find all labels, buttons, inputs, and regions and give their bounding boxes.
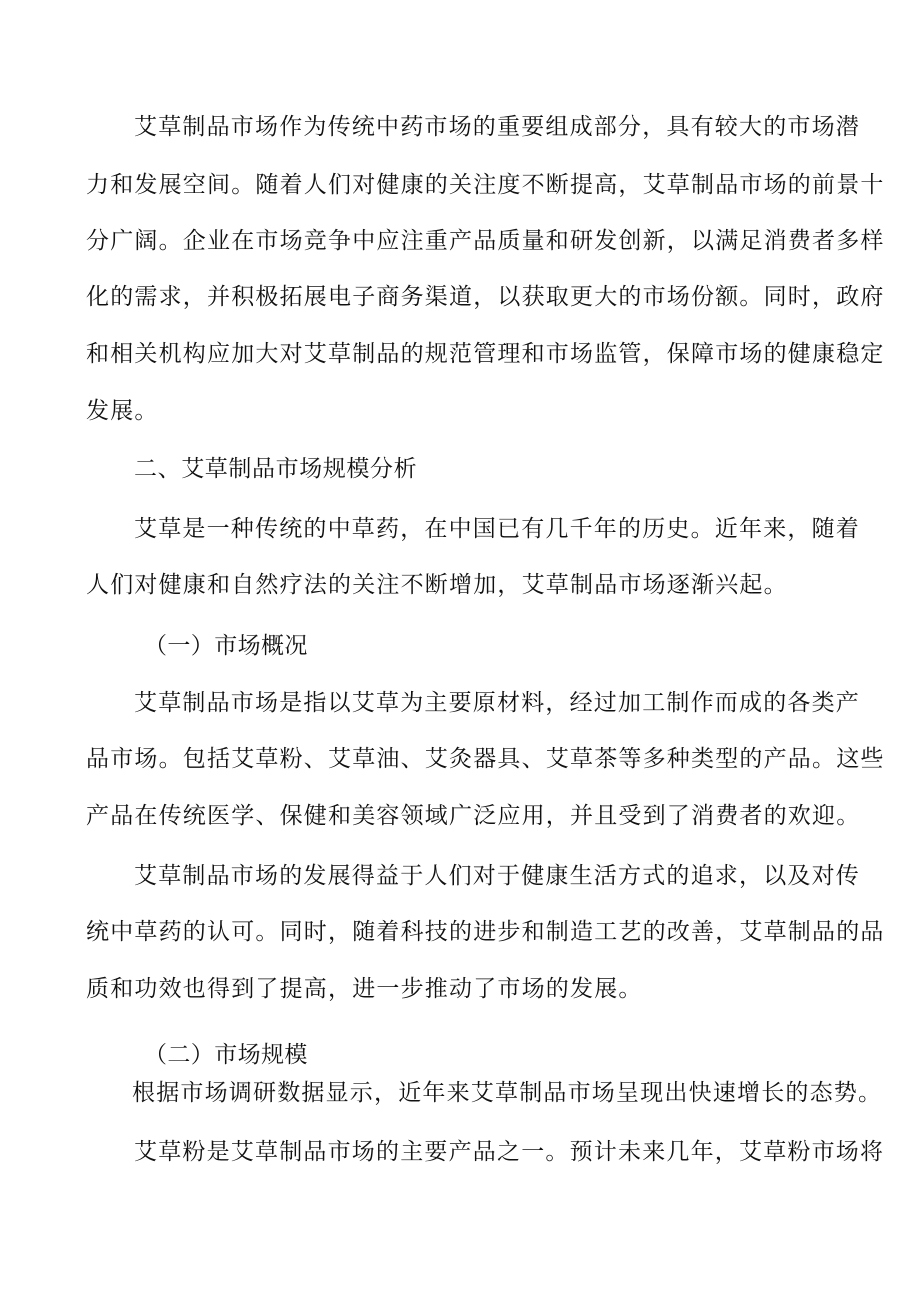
- subheading-market-size: （二）市场规模: [144, 1042, 308, 1068]
- paragraph-1-line-1: 艾草制品市场作为传统中药市场的重要组成部分，具有较大的市场潜: [134, 114, 860, 140]
- paragraph-3-line-1: 艾草制品市场是指以艾草为主要原材料，经过加工制作而成的各类产: [134, 690, 860, 716]
- paragraph-1-line-3: 分广阔。企业在市场竞争中应注重产品质量和研发创新，以满足消费者多样: [86, 228, 885, 254]
- section-heading: 二、艾草制品市场规模分析: [134, 456, 418, 482]
- paragraph-5-line-1: 根据市场调研数据显示，近年来艾草制品市场呈现出快速增长的态势。: [132, 1080, 883, 1106]
- paragraph-2-line-2: 人们对健康和自然疗法的关注不断增加，艾草制品市场逐渐兴起。: [86, 572, 788, 598]
- paragraph-1-line-6: 发展。: [86, 398, 159, 424]
- paragraph-1-line-2: 力和发展空间。随着人们对健康的关注度不断提高，艾草制品市场的前景十: [86, 172, 885, 198]
- paragraph-1-line-4: 化的需求，并积极拓展电子商务渠道，以获取更大的市场份额。同时，政府: [86, 284, 885, 310]
- paragraph-4-line-3: 质和功效也得到了提高，进一步推动了市场的发展。: [86, 976, 643, 1002]
- paragraph-2-line-1: 艾草是一种传统的中草药，在中国已有几千年的历史。近年来，随着: [134, 516, 860, 542]
- paragraph-1-line-5: 和相关机构应加大对艾草制品的规范管理和市场监管，保障市场的健康稳定: [86, 341, 885, 367]
- paragraph-3-line-3: 产品在传统医学、保健和美容领域广泛应用，并且受到了消费者的欢迎。: [86, 803, 861, 829]
- paragraph-4-line-1: 艾草制品市场的发展得益于人们对于健康生活方式的追求，以及对传: [134, 863, 860, 889]
- paragraph-3-line-2: 品市场。包括艾草粉、艾草油、艾灸器具、艾草茶等多种类型的产品。这些: [86, 746, 885, 772]
- paragraph-4-line-2: 统中草药的认可。同时，随着科技的进步和制造工艺的改善，艾草制品的品: [86, 919, 885, 945]
- paragraph-6-line-1: 艾草粉是艾草制品市场的主要产品之一。预计未来几年，艾草粉市场将: [134, 1139, 885, 1165]
- subheading-market-overview: （一）市场概况: [144, 633, 308, 659]
